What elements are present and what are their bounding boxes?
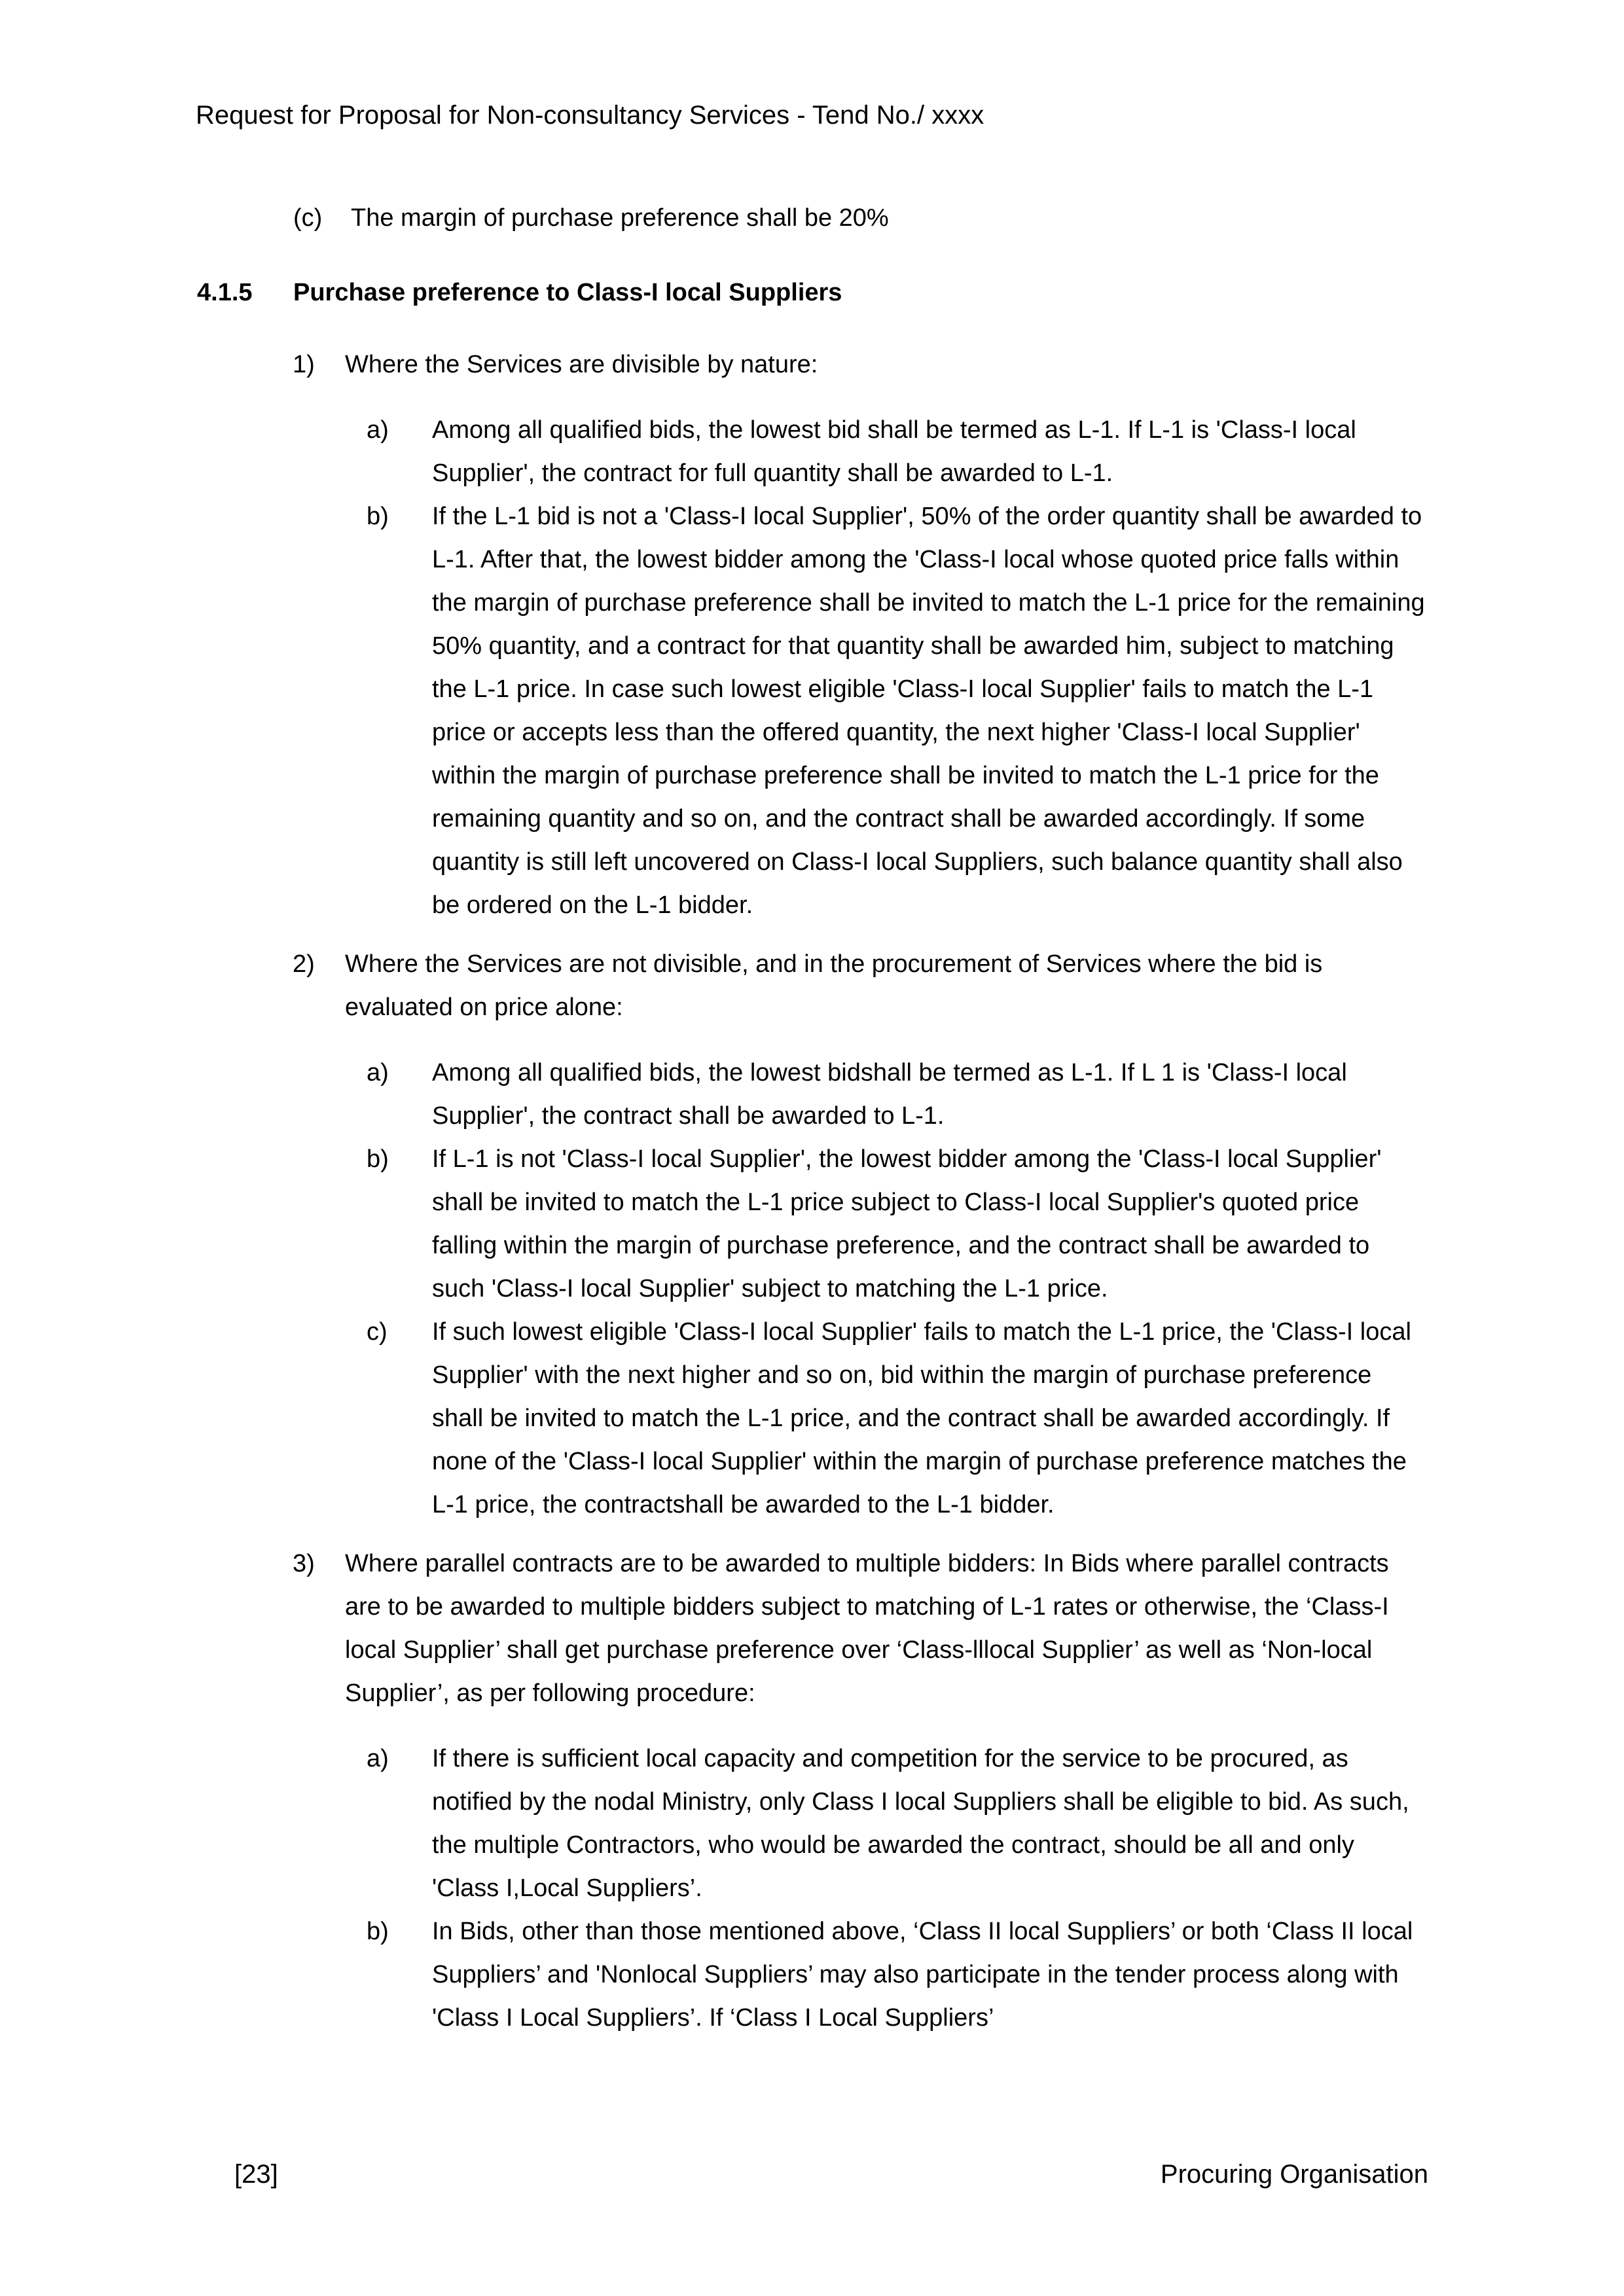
list-item-2-text: Where the Services are not divisible, and in the procurement of Services where the bid is evaluated on price alone: (345, 950, 1323, 1021)
sub-item-1b (345, 495, 1428, 927)
section-title: Purchase preference to Class-I local Suppliers (293, 279, 842, 306)
clause-c-label: (c) (293, 204, 323, 232)
footer-organisation: Procuring Organisation (1160, 2160, 1428, 2189)
sub-item-1b-text: If the L-1 bid is not a 'Class-I local Supplier', 50% of the order quantity shall be awarded to L-1. After that, the lowest bidder among the 'Class-I local whose quoted price falls within the margin of purchase preference shall be invited to match the L-1 price for the remaining 50% quantity, and a contract for that quantity shall be awarded him, subject to matching the L-1 price. In case such lowest eligible 'Class-I local Supplier' fails to match the L-1 price or accepts less than the offered quantity, the next higher 'Class-I local Supplier' within the margin of purchase preference shall be invited to match the L-1 price for the remaining quantity and so on, and the contract shall be awarded accordingly. If some quantity is still left uncovered on Class-I local Suppliers, such balance quantity shall also be ordered on the L-1 bidder. (432, 503, 1425, 919)
sub-item-2b (345, 1138, 1428, 1310)
sub-item-3b (345, 1910, 1428, 2039)
page-header: Request for Proposal for Non-consultancy Services - Tend No./ xxxx (196, 101, 984, 130)
list-item-3-label: 3) (293, 1550, 315, 1577)
list-item-3-text: Where parallel contracts are to be awarded to multiple bidders: In Bids where parallel contracts are to be awarded to multiple bidders subject to matching of L-1 rates or otherwise, the ‘Class-I local Supplier’ shall get purchase preference over ‘Class-lllocal Supplier’ as well as ‘Non-local Supplier’, as per following procedure: (345, 1550, 1389, 1707)
clause-c-text: The margin of purchase preference shall be 20% (351, 204, 889, 232)
clause-c (293, 196, 1428, 240)
list-item-1-label: 1) (293, 351, 315, 378)
list-item-1 (197, 343, 1428, 927)
sub-list-2 (345, 1051, 1428, 1526)
section-number: 4.1.5 (197, 279, 253, 306)
list-item-3 (197, 1542, 1428, 2039)
sub-item-2a-label: a) (367, 1059, 389, 1086)
sub-item-3a-text: If there is sufficient local capacity and competition for the service to be procured, as notified by the nodal Ministry, only Class I local Suppliers shall be eligible to bid. As such, the multiple Contractors, who would be awarded the contract, should be all and only 'Class I,Local Suppliers’. (432, 1745, 1409, 1902)
sub-item-2c (345, 1310, 1428, 1526)
sub-item-1a (345, 408, 1428, 495)
section-heading (197, 271, 1428, 314)
sub-item-2a (345, 1051, 1428, 1138)
sub-list-1 (345, 408, 1428, 927)
sub-item-1b-label: b) (367, 503, 389, 530)
sub-item-2a-text: Among all qualified bids, the lowest bidshall be termed as L-1. If L 1 is 'Class-I local Supplier', the contract shall be awarded to L-1. (432, 1059, 1347, 1130)
sub-item-3a (345, 1737, 1428, 1910)
sub-item-3a-label: a) (367, 1745, 389, 1772)
sub-item-3b-text: In Bids, other than those mentioned above, ‘Class II local Suppliers’ or both ‘Class II local Suppliers’ and 'Nonlocal Suppliers’ may also participate in the tender process along with 'Class I Local Suppliers’. If ‘Class I Local Suppliers’ (432, 1918, 1413, 2032)
list-item-2-label: 2) (293, 950, 315, 978)
sub-item-3b-label: b) (367, 1918, 389, 1945)
sub-item-2b-text: If L-1 is not 'Class-I local Supplier', the lowest bidder among the 'Class-I local Supplier' shall be invited to match the L-1 price subject to Class-I local Supplier's quoted price falling within the margin of purchase preference, and the contract shall be awarded to such 'Class-I local Supplier' subject to matching the L-1 price. (432, 1145, 1382, 1302)
sub-item-1a-text: Among all qualified bids, the lowest bid shall be termed as L-1. If L-1 is 'Class-I local Supplier', the contract for full quantity shall be awarded to L-1. (432, 416, 1356, 487)
page-number: [23] (234, 2160, 278, 2189)
list-item-2 (197, 942, 1428, 1526)
sub-list-3 (345, 1737, 1428, 2039)
document-body (197, 196, 1428, 2039)
sub-item-1a-label: a) (367, 416, 389, 444)
sub-item-2c-label: c) (367, 1318, 388, 1346)
list-item-1-text: Where the Services are divisible by nature: (345, 351, 818, 378)
sub-item-2b-label: b) (367, 1145, 389, 1173)
sub-item-2c-text: If such lowest eligible 'Class-I local Supplier' fails to match the L-1 price, the 'Class-I local Supplier' with the next higher and so on, bid within the margin of purchase preference shall be invited to match the L-1 price, and the contract shall be awarded accordingly. If none of the 'Class-I local Supplier' within the margin of purchase preference matches the L-1 price, the contractshall be awarded to the L-1 bidder. (432, 1318, 1411, 1518)
